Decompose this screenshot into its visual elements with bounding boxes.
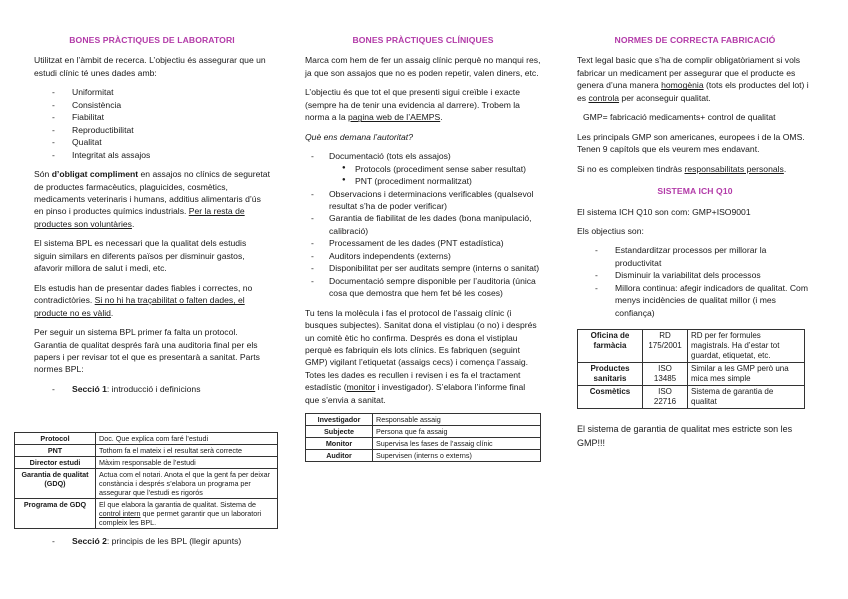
section-title-ich-q10: SISTEMA ICH Q10 (657, 186, 733, 197)
bpl-section-2-list (34, 536, 241, 546)
bpc-objective-paragraph: L’objectiu és que tot el que presenti sigui creïble i exacte (sempre ha de tenir una evidencia al darrere). Trobem la norma a la pagina web de l’AEMPS. (305, 87, 520, 123)
section-title-bpc: BONES PRÀCTIQUES CLÍNIQUES (352, 35, 494, 45)
list-item: - Reproductibilitat (34, 124, 270, 136)
list-item: - Documentació (tots els assajos) ● Protocols (procediment sense saber resultat) ● PNT (procediment normalitzat) (305, 150, 541, 187)
quality-systems-table (577, 329, 805, 409)
bpc-process-paragraph: Tu tens la molècula i fas el protocol de l’assaig clínic (i busques subjectes). Sanitat dona el vistiplau (o no) i després un comitè ètic ho confirma. Després es dona el vistiplau perquè es fabriquin els lots clínics. Es fabriquen (seguint GMP) vigilant l’etiquetat (assaigs cecs) i comença l’assaig. Totes les dades es recullen i revisen i es fa el tractament estadístic (monitor i investigador). S’elabora l’informe final que s’envia a sanitat. (305, 307, 537, 405)
table-row: Garantia de qualitat (GDQ) Actua com el notari. Anota el que la gent fa per deixar constància i després s’elabora un programa per assegurar que l’estudi es rigorós (15, 469, 278, 499)
bpl-system-paragraph: El sistema BPL es necessari que la qualitat dels estudis siguin similars en diferents països per disminuir gastos, afavorir millora de salut i medi, etc. (34, 238, 247, 274)
list-item: - Disminuir la variabilitat dels processos (577, 269, 813, 281)
bpl-protocol-paragraph: Per seguir un sistema BPL primer fa falta un protocol. Garantia de qualitat després farà una auditoria final per els papers i per revisar tot el que es presentarà a sanitat. Parts normes BPL: (34, 327, 260, 375)
column-good-manufacturing-practice (577, 34, 813, 457)
list-item: - Processament de les dades (PNT estadística) (305, 237, 541, 249)
ich-objectives-label: Els objectius son: (577, 225, 644, 236)
list-item: - Garantia de fiabilitat de les dades (bona manipulació, calibració) (305, 212, 541, 237)
list-item: - Documentació sempre disponible per l’auditoria (única cosa que demostra que hem fet bé les coses) (305, 275, 541, 300)
table-row: Director estudi Màxim responsable de l’estudi (15, 457, 278, 469)
list-item: - Millora continua: afegir indicadors de qualitat. Com menys incidències de qualitat millor (i mes confiança) (577, 282, 813, 319)
column-good-laboratory-practice (34, 34, 270, 402)
table-row: Oficina de farmàcia RD 175/2001 RD per fer formules magistrals. Ha d’estar tot guardat, etiquetat, etc. (578, 330, 805, 363)
list-item: - Uniformitat (34, 86, 270, 98)
list-item: - Estandarditzar processos per millorar la productivitat (577, 244, 813, 269)
list-item: - Fiabilitat (34, 111, 270, 123)
gmp-conclusion: El sistema de garantia de qualitat mes estricte son les GMP!!! (577, 424, 793, 448)
section-title-gmp: NORMES DE CORRECTA FABRICACIÓ (614, 35, 776, 45)
section-1-item: - Secció 1: introducció i definicions (34, 383, 270, 395)
table-row: Monitor Supervisa les fases de l’assaig clínic (306, 438, 541, 450)
gmp-formula: GMP= fabricació medicaments+ control de qualitat (583, 112, 776, 123)
list-item: - Integritat als assajos (34, 149, 270, 161)
bpc-roles-table (305, 413, 541, 462)
bpc-requirements-list (305, 150, 541, 299)
table-row: Protocol Doc. Que explica com faré l’estudi (15, 433, 278, 445)
gmp-intro: Text legal basic que s’ha de complir obligatòriament si vols fabricar un medicament per assegurar que el producte es genera d’una manera homogènia (tots els productes del lot) i es controla per aconseguir qualitat. (577, 55, 809, 103)
table-row: Cosmètics ISO 22716 Sistema de garantia de qualitat (578, 386, 805, 409)
table-row: PNT Tothom fa el mateix i el resultat serà correcte (15, 445, 278, 457)
bpl-sections-list (34, 383, 270, 395)
bpc-question: Què ens demana l’autoritat? (305, 131, 413, 142)
bpl-traceability-paragraph: Els estudis han de presentar dades fiables i correctes, no contradictòries. Si no hi ha traçabilitat o falten dades, el producte no es vàlid. (34, 282, 253, 318)
table-row: Subjecte Persona que fa assaig (306, 426, 541, 438)
section-2-item: - Secció 2: principis de les BPL (llegir apunts) (34, 536, 241, 546)
list-item: ● Protocols (procediment sense saber resultat) (329, 163, 541, 175)
bpl-obligation-paragraph: Són d’obligat compliment en assajos no clínics de seguretat de productes farmacèutics, plaguicides, cosmètics, medicaments veterinaris i humans, additius alimentaris d’ús en pinso i productes químics industrials. Per la resta de productes son voluntàries. (34, 169, 270, 229)
table-row: Investigador Responsable assaig (306, 414, 541, 426)
table-row: Productes sanitaris ISO 13485 Similar a les GMP però una mica mes simple (578, 363, 805, 386)
bpl-definitions-table (14, 432, 278, 529)
list-item: - Consistència (34, 99, 270, 111)
list-item: - Qualitat (34, 136, 270, 148)
list-item: - Disponibilitat per ser auditats sempre (interns o sanitat) (305, 262, 541, 274)
table-row: Programa de GDQ El que elabora la garantia de qualitat. Sistema de control intern que permet garantir que un laboratori compleix les BPL. (15, 499, 278, 529)
section-title-bpl: BONES PRÀCTIQUES DE LABORATORI (69, 35, 235, 45)
table-row: Auditor Supervisen (interns o externs) (306, 450, 541, 462)
bpl-intro: Utilitzat en l’àmbit de recerca. L’objectiu és assegurar que un estudi clínic té unes dades amb: (34, 55, 266, 78)
bpl-data-qualities-list (34, 86, 270, 161)
list-item: ● PNT (procediment normalitzat) (329, 175, 541, 187)
gmp-origin-paragraph: Les principals GMP son americanes, europees i de la OMS. Tenen 9 capítols que els veurem mes endavant. (577, 131, 805, 155)
list-item: - Observacions i determinacions verificables (qualsevol resultat s’ha de poder verificar) (305, 188, 541, 213)
ich-objectives-list (577, 244, 813, 319)
documentation-sublist (329, 163, 541, 188)
ich-definition: El sistema ICH Q10 son com: GMP+ISO9001 (577, 206, 751, 217)
gmp-responsibility-paragraph: Si no es compleixen tindràs responsabilitats personals. (577, 163, 787, 174)
column-good-clinical-practice (305, 34, 541, 462)
list-item: - Auditors independents (externs) (305, 250, 541, 262)
bpc-intro: Marca com hem de fer un assaig clínic perquè no manqui res, ja que son assajos que no es poden repetir, valen diners, etc. (305, 55, 541, 78)
